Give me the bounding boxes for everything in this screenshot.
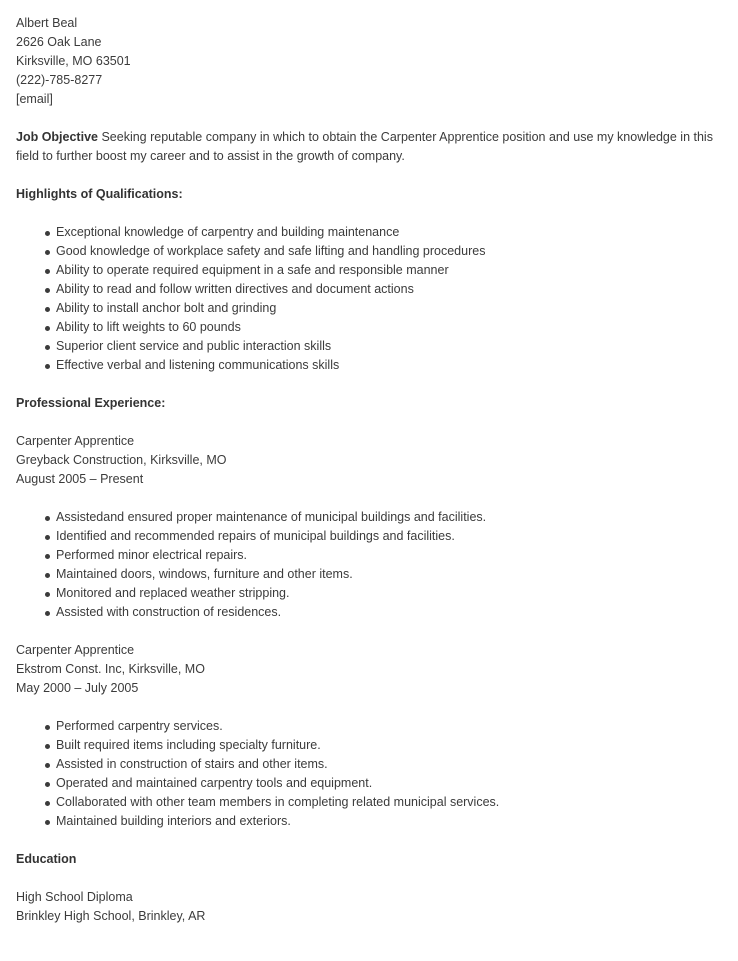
list-item: Assisted with construction of residences. — [44, 603, 722, 622]
highlights-list — [16, 223, 722, 375]
list-item: Maintained doors, windows, furniture and other items. — [44, 565, 722, 584]
job-entry — [16, 641, 722, 698]
job-entry — [16, 432, 722, 489]
contact-phone: (222)-785-8277 — [16, 73, 103, 87]
job-objective — [16, 128, 724, 166]
education-degree: High School Diploma — [16, 890, 133, 904]
list-item: Performed carpentry services. — [44, 717, 722, 736]
job-dates: May 2000 – July 2005 — [16, 681, 139, 695]
job-company: Ekstrom Const. Inc, Kirksville, MO — [16, 662, 205, 676]
list-item: Identified and recommended repairs of municipal buildings and facilities. — [44, 527, 722, 546]
highlights-heading: Highlights of Qualifications: — [16, 187, 183, 201]
job-position: Carpenter Apprentice — [16, 434, 135, 448]
experience-heading: Professional Experience: — [16, 396, 166, 410]
job-objective-text: Seeking reputable company in which to obtain the Carpenter Apprentice position and use my knowledge in this field to further boost my career and to assist in the growth of company. — [16, 130, 713, 163]
education-school: Brinkley High School, Brinkley, AR — [16, 909, 206, 923]
list-item: Performed minor electrical repairs. — [44, 546, 722, 565]
list-item: Operated and maintained carpentry tools and equipment. — [44, 774, 722, 793]
list-item: Ability to read and follow written directives and document actions — [44, 280, 722, 299]
contact-city: Kirksville, MO 63501 — [16, 54, 131, 68]
list-item: Ability to install anchor bolt and grinding — [44, 299, 722, 318]
list-item: Superior client service and public interaction skills — [44, 337, 722, 356]
list-item: Good knowledge of workplace safety and safe lifting and handling procedures — [44, 242, 722, 261]
list-item: Collaborated with other team members in completing related municipal services. — [44, 793, 722, 812]
contact-street: 2626 Oak Lane — [16, 35, 102, 49]
list-item: Exceptional knowledge of carpentry and building maintenance — [44, 223, 722, 242]
list-item: Maintained building interiors and exteriors. — [44, 812, 722, 831]
education-heading: Education — [16, 852, 77, 866]
list-item: Built required items including specialty furniture. — [44, 736, 722, 755]
job-dates: August 2005 – Present — [16, 472, 144, 486]
list-item: Assisted in construction of stairs and other items. — [44, 755, 722, 774]
list-item: Assistedand ensured proper maintenance of municipal buildings and facilities. — [44, 508, 722, 527]
job-duties-list — [16, 717, 722, 831]
contact-name: Albert Beal — [16, 16, 78, 30]
job-position: Carpenter Apprentice — [16, 643, 135, 657]
education-entry — [16, 888, 722, 926]
list-item: Ability to lift weights to 60 pounds — [44, 318, 722, 337]
list-item: Ability to operate required equipment in a safe and responsible manner — [44, 261, 722, 280]
job-objective-label: Job Objective — [16, 130, 98, 144]
list-item: Effective verbal and listening communications skills — [44, 356, 722, 375]
list-item: Monitored and replaced weather stripping. — [44, 584, 722, 603]
job-company: Greyback Construction, Kirksville, MO — [16, 453, 227, 467]
contact-email: [email] — [16, 92, 53, 106]
job-duties-list — [16, 508, 722, 622]
contact-block — [16, 14, 722, 109]
